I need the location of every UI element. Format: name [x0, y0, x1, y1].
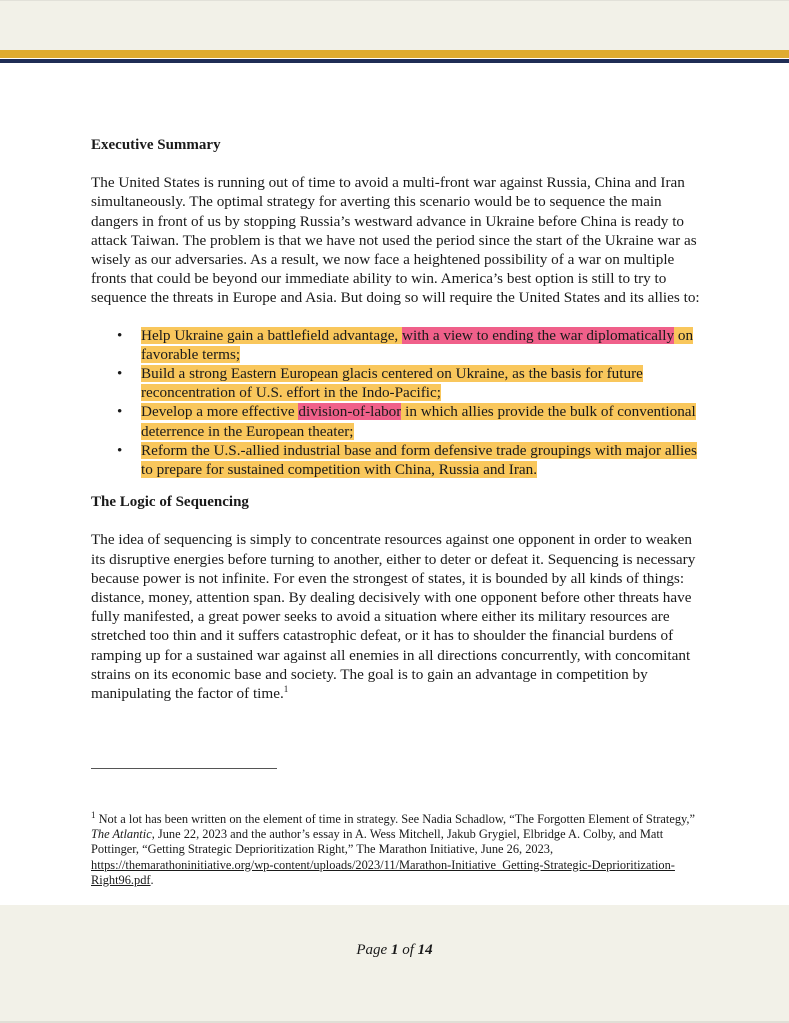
list-item [91, 326, 703, 364]
highlight-yellow: Build a strong Eastern European glacis centered on Ukraine, as the basis for future reconcentration of U.S. effort in the Indo-Pacific; [141, 365, 643, 402]
highlight-yellow: Reform the U.S.-allied industrial base and form defensive trade groupings with major allies to prepare for sustained competition with China, Russia and Iran. [141, 441, 697, 479]
bullet-icon: • [117, 365, 123, 383]
footnote-text: Not a lot has been written on the element of time in strategy. See Nadia Schadlow, “The Forgotten Element of Strategy,” [95, 812, 696, 826]
footnote-text: , June 22, 2023 and the author’s essay in A. Wess Mitchell, Jakub Grygiel, Elbridge A. Colby, and Matt Pottinger, “Getting Strategic Deprioritization Right,” The Marathon Initiative, June 26, 2023, [91, 827, 664, 857]
bullet-icon: • [117, 403, 123, 421]
footer-band [0, 905, 789, 1023]
bullet-icon: • [117, 441, 123, 459]
footnote-reference[interactable]: 1 [283, 684, 289, 695]
highlight-pink: division-of-labor [298, 403, 402, 421]
highlight-pink: with a view to ending the war diplomatically [402, 326, 675, 344]
highlight-yellow: Help Ukraine gain a battlefield advantage, [141, 326, 403, 344]
list-item [91, 402, 703, 440]
gold-rule [0, 50, 789, 58]
document-body [91, 136, 703, 721]
of-label: of [398, 942, 418, 958]
page-label: Page [356, 942, 391, 958]
page-number [0, 942, 789, 959]
footnote-number: 1 [91, 809, 96, 820]
navy-rule [0, 59, 789, 63]
highlight-yellow: on favorable terms; [141, 326, 694, 363]
total-pages: 14 [417, 942, 433, 958]
footnote-link[interactable]: https://themarathoninitiative.org/wp-content/uploads/2023/11/Marathon-Initiative_Getting-Strategic-Deprioritization-Right96.pdf [91, 857, 675, 887]
logic-of-sequencing-heading: The Logic of Sequencing [91, 494, 249, 511]
publication-title: The Atlantic [91, 827, 152, 842]
highlight-yellow: Develop a more effective [141, 403, 299, 421]
header-band [0, 0, 789, 51]
logic-of-sequencing-paragraph [91, 530, 703, 703]
list-item [91, 441, 703, 479]
recommendations-list [91, 326, 703, 480]
list-item [91, 364, 703, 402]
highlight-yellow: in which allies provide the bulk of conventional deterrence in the European theater; [141, 403, 696, 440]
footnote-trailing: . [150, 872, 154, 887]
executive-summary-heading: Executive Summary [91, 137, 221, 153]
footnote [91, 809, 703, 888]
executive-summary-paragraph: The United States is running out of time to avoid a multi-front war against Russia, China and Iran simultaneously. The optimal strategy for averting this scenario would be to sequence the main dangers in front of us by stopping Russia’s westward advance in Ukraine before China is ready to attack Taiwan. The problem is that we have not used the period since the start of the Ukraine war as wisely as our adversaries. As a result, we now face a heightened possibility of a war on multiple fronts that could be beyond our immediate ability to win. America’s best option is still to try to sequence the threats in Europe and Asia. But doing so will require the United States and its allies to: [91, 174, 700, 307]
current-page: 1 [390, 942, 399, 958]
paragraph-text: The idea of sequencing is simply to concentrate resources against one opponent in order to weaken its disruptive energies before turning to another, either to deter or defeat it. Sequencing is necessary because power is not infinite. For even the strongest of states, it is bounded by all kinds of things: distance, money, attention span. By dealing decisively with one opponent before other threats have fully manifested, a great power seeks to avoid a situation where either its military resources are stretched too thin and it suffers catastrophic defeat, or it has to shoulder the financial burdens of ramping up for a sustained war against all enemies in all directions concurrently, with concomitant strains on its economic base and society. The goal is to gain an advantage in competition by manipulating the factor of time. [91, 531, 696, 703]
footnote-separator [91, 768, 277, 769]
bullet-icon: • [117, 326, 123, 344]
